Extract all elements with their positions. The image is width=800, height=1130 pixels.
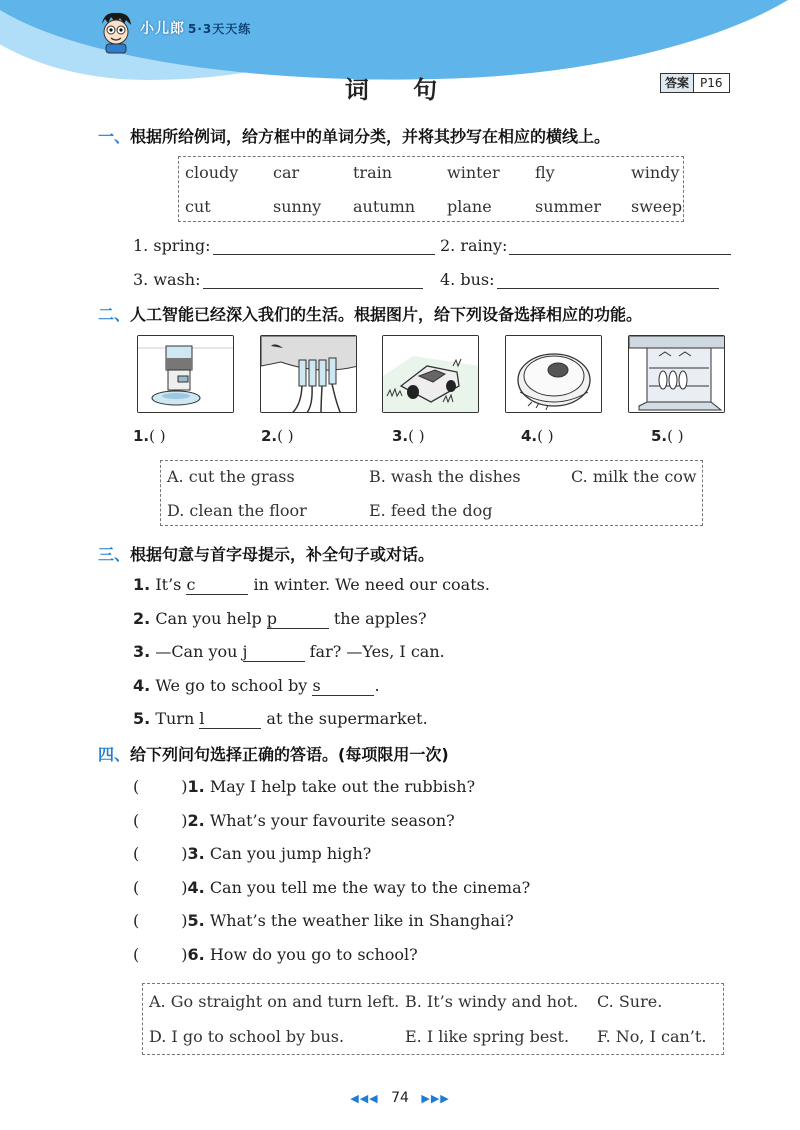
answer-paren-open[interactable]: ( — [133, 811, 140, 830]
next-arrows-icon: ▶▶▶ — [421, 1092, 450, 1105]
section2-instruction: 人工智能已经深入我们的生活。根据图片，给下列设备选择相应的功能。 — [130, 305, 643, 324]
picture-answer-2 — [261, 427, 294, 445]
robot-lawn-mower-picture — [382, 335, 479, 413]
answer-label: 答案 — [661, 74, 693, 92]
sentence-item-3: 3. —Can you j far? —Yes, I can. — [133, 642, 445, 661]
match-question-1: ( )1. May I help take out the rubbish? — [133, 777, 476, 796]
section1-title — [98, 124, 610, 147]
classify-item-3 — [133, 270, 423, 289]
classify-label: 1. spring: — [133, 236, 211, 255]
picture-answer-5 — [651, 427, 684, 445]
page-footer — [0, 1090, 800, 1106]
brand-name: 小儿郎 — [140, 21, 185, 37]
answer-option-a: A. Go straight on and turn left. — [149, 992, 400, 1011]
sentence-item-4: 4. We go to school by s . — [133, 676, 380, 695]
answer-option-e: E. I like spring best. — [405, 1027, 570, 1046]
answer-line[interactable] — [497, 271, 719, 289]
picture-answer-4 — [521, 427, 554, 445]
word-item: summer — [535, 197, 601, 216]
classify-item-2 — [440, 236, 731, 255]
word-item: cloudy — [185, 163, 239, 182]
picture-number: 2. — [261, 427, 278, 445]
robot-vacuum-picture — [505, 335, 602, 413]
section3-title — [98, 542, 434, 565]
word-item: sweep — [631, 197, 683, 216]
section4-instruction: 给下列问句选择正确的答语。(每项限用一次) — [130, 745, 449, 764]
answer-option-c: C. Sure. — [597, 992, 663, 1011]
answer-paren[interactable]: ( ) — [537, 427, 554, 445]
classify-label: 2. rainy: — [440, 236, 508, 255]
word-item: windy — [631, 163, 680, 182]
mascot-icon — [96, 10, 136, 54]
option-d: D. clean the floor — [167, 501, 307, 520]
page-number: 74 — [391, 1090, 409, 1106]
answer-paren-open[interactable]: ( — [133, 878, 140, 897]
word-item: train — [353, 163, 393, 182]
section4-number: 四、 — [98, 745, 131, 764]
word-item: fly — [535, 163, 555, 182]
letter-blank[interactable]: j — [243, 642, 305, 662]
prev-arrows-icon: ◀◀◀ — [350, 1092, 379, 1105]
match-question-6: ( )6. How do you go to school? — [133, 945, 418, 964]
classify-label: 3. wash: — [133, 270, 201, 289]
option-c: C. milk the cow — [571, 467, 697, 486]
option-b: B. wash the dishes — [369, 467, 521, 486]
function-options-box — [160, 460, 703, 526]
answer-line[interactable] — [203, 271, 423, 289]
sentence-item-5: 5. Turn l at the supermarket. — [133, 709, 428, 728]
sentence-item-1: 1. It’s c in winter. We need our coats. — [133, 575, 490, 594]
picture-number: 5. — [651, 427, 668, 445]
section1-number: 一、 — [98, 127, 131, 146]
picture-number: 3. — [392, 427, 409, 445]
brand-series: 5·3天天练 — [188, 22, 252, 36]
classify-label: 4. bus: — [440, 270, 495, 289]
sentence-item-2: 2. Can you help p the apples? — [133, 609, 427, 628]
classify-item-1 — [133, 236, 435, 255]
letter-blank[interactable]: s — [312, 676, 374, 696]
word-item: cut — [185, 197, 211, 216]
picture-answer-1 — [133, 427, 166, 445]
answer-options-box — [142, 983, 724, 1055]
match-question-3: ( )3. Can you jump high? — [133, 844, 372, 863]
word-item: plane — [447, 197, 492, 216]
answer-paren[interactable]: ( ) — [277, 427, 294, 445]
option-a: A. cut the grass — [167, 467, 295, 486]
match-question-4: ( )4. Can you tell me the way to the cinema? — [133, 878, 531, 897]
answer-page: P16 — [693, 74, 729, 92]
classify-item-4 — [440, 270, 719, 289]
section2-number: 二、 — [98, 305, 131, 324]
picture-answer-3 — [392, 427, 425, 445]
match-question-2: ( )2. What’s your favourite season? — [133, 811, 455, 830]
section3-instruction: 根据句意与首字母提示，补全句子或对话。 — [130, 545, 435, 564]
page-title: 词 句 — [344, 76, 456, 104]
dishwasher-picture — [628, 335, 725, 413]
section2-title — [98, 302, 642, 325]
letter-blank[interactable]: c — [186, 575, 248, 595]
answer-paren-open[interactable]: ( — [133, 777, 140, 796]
answer-paren[interactable]: ( ) — [149, 427, 166, 445]
letter-blank[interactable]: l — [199, 709, 261, 729]
word-item: car — [273, 163, 300, 182]
answer-option-f: F. No, I can’t. — [597, 1027, 707, 1046]
word-box — [178, 156, 684, 222]
answer-paren[interactable]: ( ) — [667, 427, 684, 445]
word-item: sunny — [273, 197, 322, 216]
section1-instruction: 根据所给例词，给方框中的单词分类，并将其抄写在相应的横线上。 — [130, 127, 611, 146]
word-item: autumn — [353, 197, 416, 216]
pet-feeder-picture — [137, 335, 234, 413]
answer-line[interactable] — [213, 237, 435, 255]
section3-number: 三、 — [98, 545, 131, 564]
answer-paren-open[interactable]: ( — [133, 844, 140, 863]
picture-number: 1. — [133, 427, 150, 445]
match-question-5: ( )5. What’s the weather like in Shanghai? — [133, 911, 514, 930]
section4-title — [98, 742, 449, 765]
answer-option-d: D. I go to school by bus. — [149, 1027, 345, 1046]
milking-machine-picture — [260, 335, 357, 413]
answer-paren-open[interactable]: ( — [133, 945, 140, 964]
answer-reference-tag — [660, 73, 730, 93]
picture-number: 4. — [521, 427, 538, 445]
word-item: winter — [447, 163, 500, 182]
answer-paren[interactable]: ( ) — [408, 427, 425, 445]
letter-blank[interactable]: p — [267, 609, 329, 629]
answer-option-b: B. It’s windy and hot. — [405, 992, 579, 1011]
answer-paren-open[interactable]: ( — [133, 911, 140, 930]
brand-logo — [140, 18, 251, 38]
answer-line[interactable] — [509, 237, 731, 255]
option-e: E. feed the dog — [369, 501, 493, 520]
